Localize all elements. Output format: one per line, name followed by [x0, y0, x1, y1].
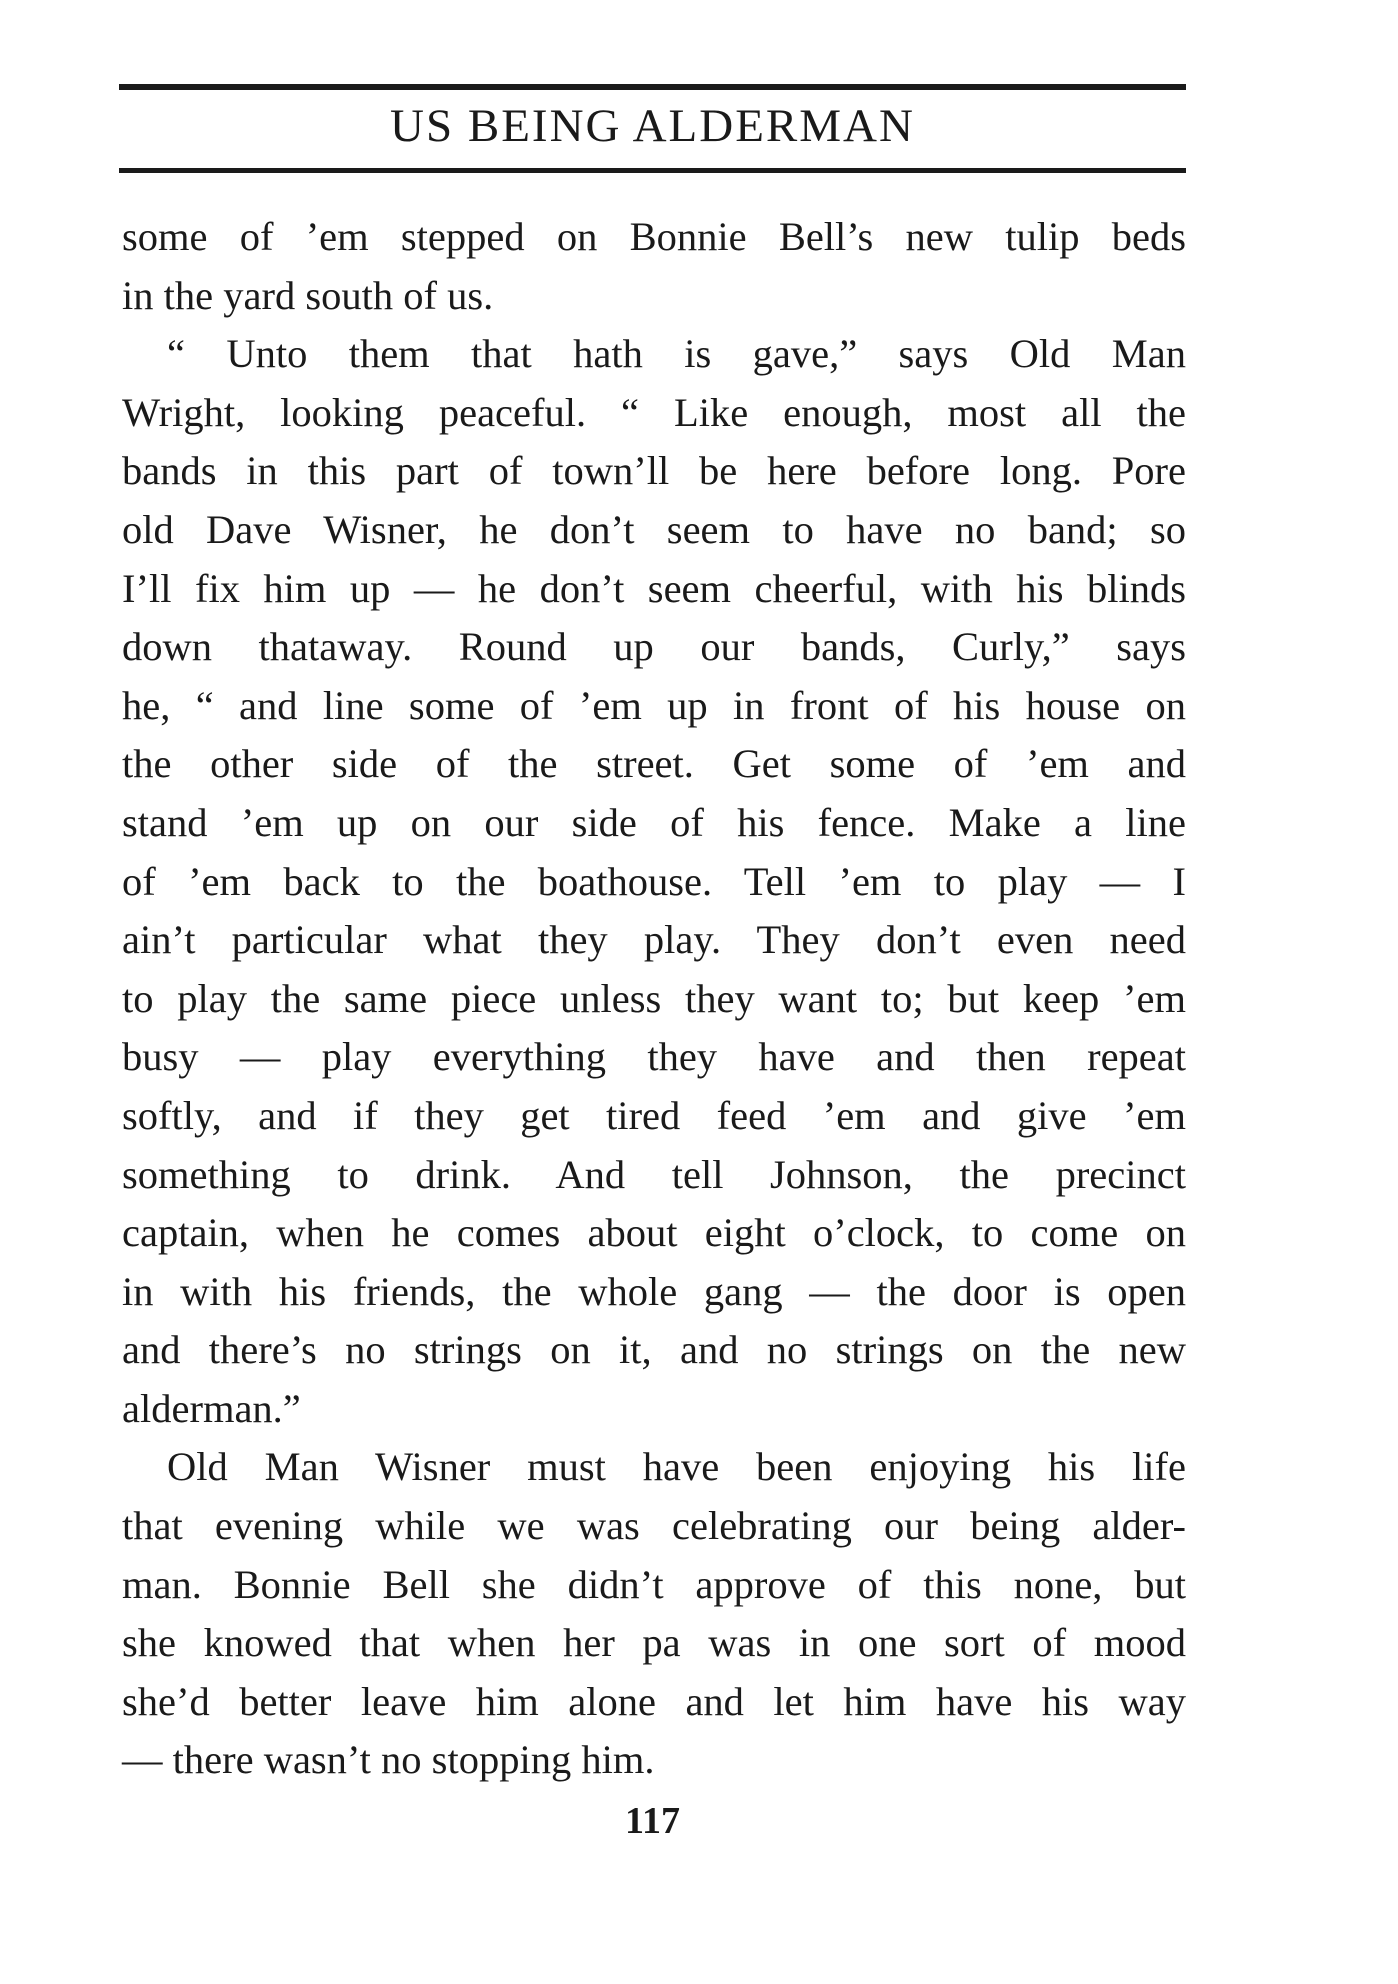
text-line: — there wasn’t no stopping him. [122, 1737, 655, 1783]
text-line: something to drink. And tell Johnson, the precinct [122, 1151, 1186, 1197]
text-line: busy — play everything they have and then repeat [122, 1034, 1186, 1080]
text-line: in the yard south of us. [122, 272, 494, 318]
text-line: the other side of the street. Get some of ’em and [122, 741, 1186, 787]
text-line: “ Unto them that hath is gave,” says Old Man [167, 331, 1186, 377]
text-line: softly, and if they get tired feed ’em and give ’em [122, 1092, 1186, 1138]
text-line: man. Bonnie Bell she didn’t approve of this none, but [122, 1561, 1186, 1607]
text-line: captain, when he comes about eight o’clock, to come on [122, 1210, 1186, 1256]
header-rule-top [119, 84, 1186, 90]
paragraph [122, 208, 1186, 325]
text-line: that evening while we was celebrating our being alder- [122, 1503, 1186, 1549]
text-line: of ’em back to the boathouse. Tell ’em to play — I [122, 858, 1186, 904]
text-line: old Dave Wisner, he don’t seem to have no band; so [122, 506, 1186, 552]
text-line: in with his friends, the whole gang — the door is open [122, 1268, 1186, 1314]
text-line: ain’t particular what they play. They don’t even need [122, 917, 1186, 963]
text-line: Old Man Wisner must have been enjoying his life [167, 1444, 1186, 1490]
text-line: bands in this part of town’ll be here before long. Pore [122, 448, 1186, 494]
body-text [122, 208, 1186, 1790]
paragraph [122, 325, 1186, 1438]
text-line: and there’s no strings on it, and no strings on the new [122, 1327, 1186, 1373]
text-line: she knowed that when her pa was in one sort of mood [122, 1620, 1186, 1666]
header-rule-bottom [119, 168, 1186, 173]
text-line: Wright, looking peaceful. “ Like enough, most all the [122, 389, 1186, 435]
text-line: stand ’em up on our side of his fence. Make a line [122, 799, 1186, 845]
page-number: 117 [625, 1800, 680, 1842]
text-line: I’ll fix him up — he don’t seem cheerful, with his blinds [122, 565, 1186, 611]
text-line: down thataway. Round up our bands, Curly,” says [122, 624, 1186, 670]
text-line: he, “ and line some of ’em up in front of his house on [122, 682, 1186, 728]
paragraph [122, 1438, 1186, 1790]
text-line: alderman.” [122, 1385, 301, 1431]
running-title: US BEING ALDERMAN [390, 100, 915, 152]
text-line: some of ’em stepped on Bonnie Bell’s new tulip beds [122, 214, 1186, 259]
text-line: she’d better leave him alone and let him have his way [122, 1678, 1186, 1724]
text-line: to play the same piece unless they want to; but keep ’em [122, 975, 1186, 1021]
